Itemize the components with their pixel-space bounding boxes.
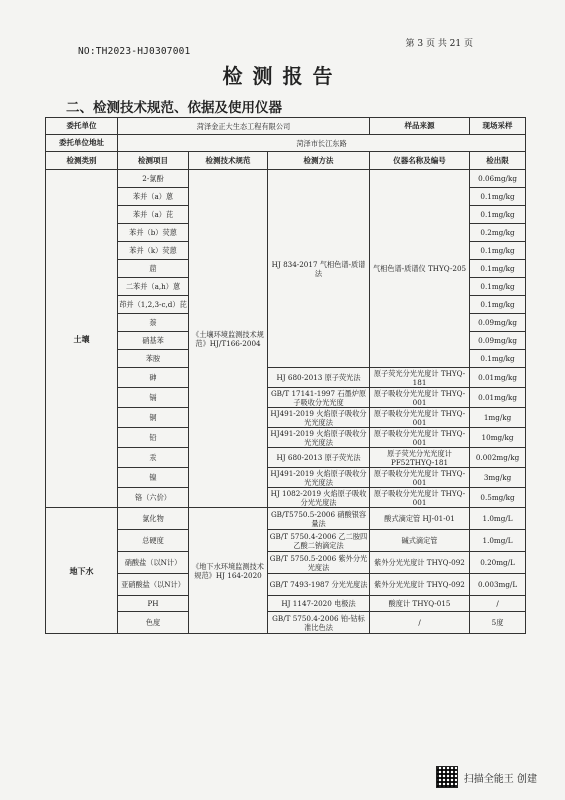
limit-cell: 0.20mg/L	[470, 552, 526, 574]
standard-groundwater: 《地下水环境监测技术规范》HJ 164-2020	[189, 508, 268, 634]
item-cell: 硝酸盐（以N计）	[118, 552, 189, 574]
method-cell: GB/T5750.5-2006 硝酸银容量法	[268, 508, 370, 530]
limit-cell: 0.1mg/kg	[470, 350, 526, 368]
item-cell: 铬（六价）	[118, 488, 189, 508]
item-cell: 䓛	[118, 260, 189, 278]
method-cell: GB/T 5750.4-2006 铂-钴标准比色法	[268, 612, 370, 634]
limit-cell: 0.1mg/kg	[470, 278, 526, 296]
item-cell: 汞	[118, 448, 189, 468]
scanner-watermark	[436, 766, 537, 788]
standard-soil: 《土壤环境监测技术规范》HJ/T166-2004	[189, 170, 268, 508]
instrument-cell: 酸式滴定管 HJ-01-01	[370, 508, 470, 530]
item-cell: 苯并（b）荧蒽	[118, 224, 189, 242]
table-row	[46, 488, 526, 508]
instrument-cell: 原子吸收分光光度计 THYQ-001	[370, 488, 470, 508]
item-cell: 铜	[118, 408, 189, 428]
client-label: 委托单位	[46, 118, 118, 135]
instrument-cell: 碱式滴定管	[370, 530, 470, 552]
table-row	[46, 368, 526, 388]
item-cell: 萘	[118, 314, 189, 332]
item-cell: 苯并（a）蒽	[118, 188, 189, 206]
limit-cell: 0.5mg/kg	[470, 488, 526, 508]
item-cell: 总硬度	[118, 530, 189, 552]
item-cell: 铅	[118, 428, 189, 448]
item-cell: 亚硝酸盐（以N计）	[118, 574, 189, 596]
instrument-cell: 紫外分光光度计 THYQ-092	[370, 552, 470, 574]
instrument-cell: 原子吸收分光光度计 THYQ-001	[370, 408, 470, 428]
category-groundwater: 地下水	[46, 508, 118, 634]
col-header-limit: 检出限	[470, 152, 526, 170]
address-label: 委托单位地址	[46, 135, 118, 152]
col-header-category: 检测类别	[46, 152, 118, 170]
table-row	[46, 612, 526, 634]
instrument-cell: /	[370, 612, 470, 634]
limit-cell: /	[470, 596, 526, 612]
table-row	[46, 596, 526, 612]
method-cell: HJ 1082-2019 火焰原子吸收分光光度法	[268, 488, 370, 508]
category-soil: 土壤	[46, 170, 118, 508]
page-number: 第 3 页 共 21 页	[405, 39, 473, 49]
item-cell: 色度	[118, 612, 189, 634]
instrument-cell: 原子吸收分光光度计 THYQ-001	[370, 468, 470, 488]
limit-cell: 0.1mg/kg	[470, 188, 526, 206]
limit-cell: 0.003mg/L	[470, 574, 526, 596]
method-cell: HJ 680-2013 原子荧光法	[268, 448, 370, 468]
table-row	[46, 428, 526, 448]
instrument-group: 气相色谱-质谱仪 THYQ-205	[370, 170, 470, 368]
method-cell: GB/T 5750.4-2006 乙二胺四乙酸二钠滴定法	[268, 530, 370, 552]
item-cell: 2-氯酚	[118, 170, 189, 188]
limit-cell: 0.1mg/kg	[470, 296, 526, 314]
report-number: NO:TH2023-HJ0307001	[78, 46, 191, 57]
limit-cell: 0.1mg/kg	[470, 242, 526, 260]
instrument-cell: 紫外分光光度计 THYQ-092	[370, 574, 470, 596]
instrument-cell: 原子吸收分光光度计 THYQ-001	[370, 428, 470, 448]
item-cell: 氯化物	[118, 508, 189, 530]
table-row	[46, 408, 526, 428]
watermark-text: 扫描全能王 创建	[463, 773, 537, 785]
limit-cell: 0.002mg/kg	[470, 448, 526, 468]
method-cell: GB/T 7493-1987 分光光度法	[268, 574, 370, 596]
section-title: 二、检测技术规范、依据及使用仪器	[66, 100, 282, 116]
table-row	[46, 468, 526, 488]
col-header-method: 检测方法	[268, 152, 370, 170]
item-cell: 苯并（k）荧蒽	[118, 242, 189, 260]
item-cell: PH	[118, 596, 189, 612]
limit-cell: 0.06mg/kg	[470, 170, 526, 188]
client-row	[46, 118, 526, 135]
method-cell: HJ491-2019 火焰原子吸收分光光度法	[268, 408, 370, 428]
table-row	[46, 552, 526, 574]
qr-code-icon	[436, 766, 458, 788]
address-value: 菏泽市长江东路	[118, 135, 526, 152]
item-cell: 镍	[118, 468, 189, 488]
limit-cell: 0.09mg/kg	[470, 314, 526, 332]
instrument-cell: 酸度计 THYQ-015	[370, 596, 470, 612]
table-row	[46, 448, 526, 468]
table-row	[46, 530, 526, 552]
limit-cell: 0.09mg/kg	[470, 332, 526, 350]
table-row	[46, 170, 526, 188]
item-cell: 苯并（a）芘	[118, 206, 189, 224]
limit-cell: 10mg/kg	[470, 428, 526, 448]
method-group: HJ 834-2017 气相色谱-质谱法	[268, 170, 370, 368]
item-cell: 茚并（1,2,3-c,d）芘	[118, 296, 189, 314]
method-cell: GB/T 17141-1997 石墨炉原子吸收分光光度	[268, 388, 370, 408]
limit-cell: 0.1mg/kg	[470, 206, 526, 224]
address-row	[46, 135, 526, 152]
limit-cell: 0.01mg/kg	[470, 388, 526, 408]
client-value: 菏泽金正大生态工程有限公司	[118, 118, 370, 135]
column-header-row	[46, 152, 526, 170]
item-cell: 镉	[118, 388, 189, 408]
report-title: 检测报告	[222, 64, 343, 88]
method-cell: HJ 1147-2020 电极法	[268, 596, 370, 612]
table-row	[46, 574, 526, 596]
limit-cell: 0.1mg/kg	[470, 260, 526, 278]
instrument-cell: 原子荧光分光光度计 THYQ-181	[370, 368, 470, 388]
limit-cell: 1.0mg/L	[470, 530, 526, 552]
item-cell: 苯胺	[118, 350, 189, 368]
col-header-standard: 检测技术规范	[189, 152, 268, 170]
method-cell: GB/T 5750.5-2006 紫外分光光度法	[268, 552, 370, 574]
instrument-cell: 原子吸收分光光度计 THYQ-001	[370, 388, 470, 408]
table-row	[46, 508, 526, 530]
item-cell: 硝基苯	[118, 332, 189, 350]
method-cell: HJ 680-2013 原子荧光法	[268, 368, 370, 388]
col-header-item: 检测项目	[118, 152, 189, 170]
sample-source-label: 样品来源	[370, 118, 470, 135]
item-cell: 二苯并（a,h）蒽	[118, 278, 189, 296]
item-cell: 砷	[118, 368, 189, 388]
limit-cell: 0.01mg/kg	[470, 368, 526, 388]
standards-table	[45, 117, 526, 634]
method-cell: HJ491-2019 火焰原子吸收分光光度法	[268, 468, 370, 488]
limit-cell: 1.0mg/L	[470, 508, 526, 530]
limit-cell: 0.2mg/kg	[470, 224, 526, 242]
method-cell: HJ491-2019 火焰原子吸收分光光度法	[268, 428, 370, 448]
limit-cell: 3mg/kg	[470, 468, 526, 488]
limit-cell: 1mg/kg	[470, 408, 526, 428]
limit-cell: 5度	[470, 612, 526, 634]
col-header-instrument: 仪器名称及编号	[370, 152, 470, 170]
table-row	[46, 388, 526, 408]
sample-source-value: 现场采样	[470, 118, 526, 135]
instrument-cell: 原子荧光分光光度计 PF52THYQ-181	[370, 448, 470, 468]
